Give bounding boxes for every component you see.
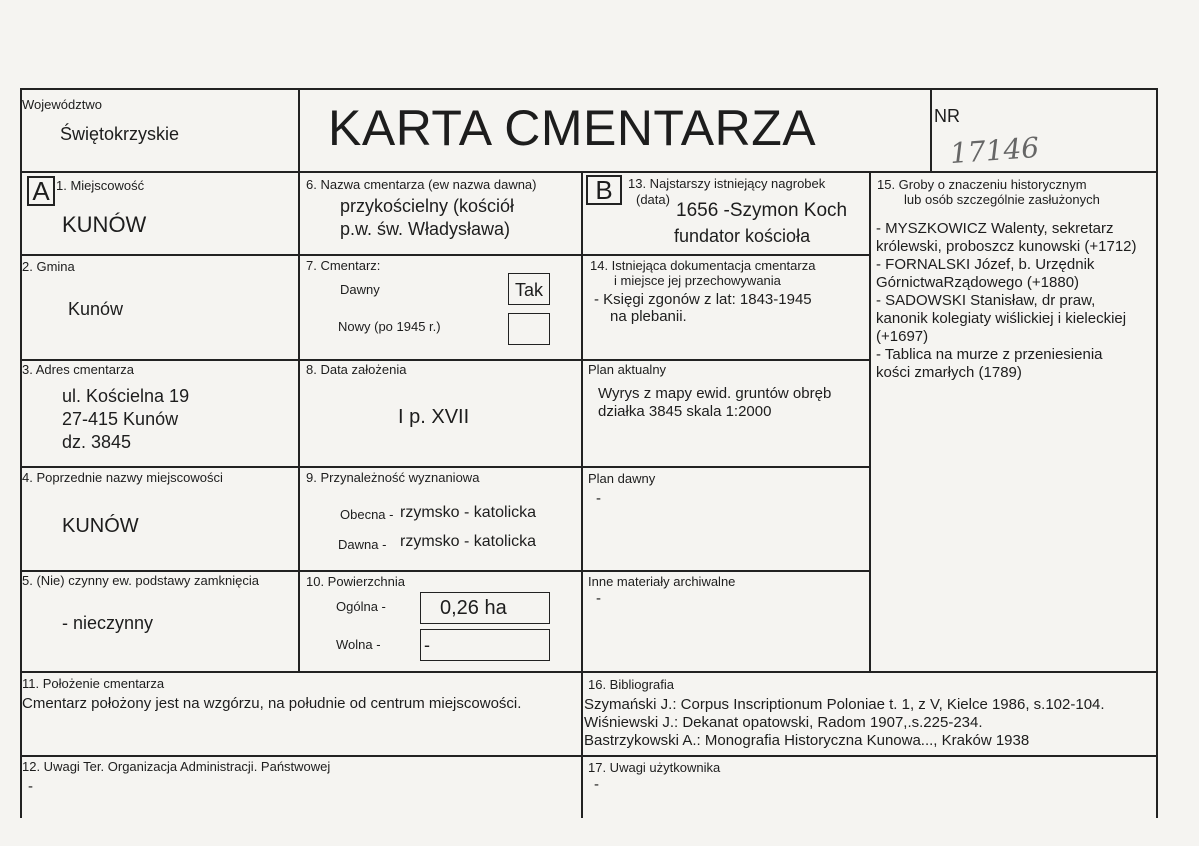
grid-line	[20, 466, 583, 468]
f13-line1: 1656 -Szymon Koch	[676, 200, 848, 221]
f1-value: KUNÓW	[62, 212, 147, 237]
grid-line	[20, 755, 1158, 757]
grid-line	[583, 466, 870, 468]
f15-label: lub osób szczególnie zasłużonych	[904, 192, 1100, 207]
f15-line: kości zmarłych (1789)	[876, 364, 1022, 381]
f7-nowy-box	[508, 313, 550, 345]
grid-line	[930, 88, 932, 171]
f15-line: królewski, proboszcz kunowski (+1712)	[876, 238, 1137, 255]
f14-line: - Księgi zgonów z lat: 1843-1945	[594, 291, 812, 308]
plan-aktualny-line: działka 3845 skala 1:2000	[598, 403, 772, 420]
grid-line	[581, 171, 583, 818]
grid-line	[20, 570, 583, 572]
f15-line: - Tablica na murze z przeniesienia	[876, 346, 1103, 363]
f16-line: Wiśniewski J.: Dekanat opatowski, Radom 1907,.s.225-234.	[584, 714, 983, 731]
f15-line: - FORNALSKI Józef, b. Urzędnik	[876, 256, 1095, 273]
grid-line	[583, 570, 870, 572]
f9-obecna-value: rzymsko - katolicka	[400, 504, 537, 521]
f17-value: -	[594, 776, 599, 793]
f10-label: 10. Powierzchnia	[306, 574, 405, 589]
plan-dawny-value: -	[596, 490, 601, 507]
f17-label: 17. Uwagi użytkownika	[588, 760, 721, 775]
f1-label: 1. Miejscowość	[56, 178, 145, 193]
f9-obecna-label: Obecna -	[340, 507, 394, 522]
f12-value: -	[28, 778, 33, 795]
f15-line: - MYSZKOWICZ Walenty, sekretarz	[876, 220, 1114, 237]
f16-label: 16. Bibliografia	[588, 677, 674, 692]
nr-handwritten-value: 17146	[948, 130, 1041, 171]
grid-line	[20, 671, 1158, 673]
grid-line	[20, 359, 583, 361]
inne-value: -	[596, 590, 601, 607]
f2-label: 2. Gmina	[22, 259, 75, 274]
f11-value: Cmentarz położony jest na wzgórzu, na południe od centrum miejscowości.	[22, 695, 522, 712]
f9-dawna-value: rzymsko - katolicka	[400, 533, 537, 550]
grid-line	[20, 88, 1158, 90]
f15-line: GórnictwaRządowego (+1880)	[876, 274, 1080, 291]
f4-label: 4. Poprzednie nazwy miejscowości	[22, 470, 223, 485]
inne-label: Inne materiały archiwalne	[588, 574, 736, 589]
f7-dawny-value: Tak	[515, 280, 544, 300]
grid-line	[298, 88, 300, 671]
f13-line2: fundator kościoła	[674, 226, 811, 246]
grid-line	[1156, 88, 1158, 818]
f10-wolna-value: -	[424, 635, 430, 655]
f7-nowy-label: Nowy (po 1945 r.)	[338, 319, 441, 334]
f3-line: 27-415 Kunów	[62, 409, 179, 429]
f6-line: p.w. św. Władysława)	[340, 219, 511, 239]
f11-label: 11. Położenie cmentarza	[22, 676, 165, 691]
grid-line	[20, 171, 1158, 173]
section-b-letter: B	[586, 175, 622, 205]
plan-aktualny-line: Wyrys z mapy ewid. gruntów obręb	[598, 385, 832, 402]
section-a-letter: A	[27, 176, 55, 206]
f8-value: I p. XVII	[398, 406, 470, 428]
f15-line: - SADOWSKI Stanisław, dr praw,	[876, 292, 1096, 309]
f5-value: - nieczynny	[62, 613, 154, 633]
f14-label: i miejsce jej przechowywania	[614, 273, 781, 288]
f16-line: Szymański J.: Corpus Inscriptionum Poloniae t. 1, z V, Kielce 1986, s.102-104.	[584, 696, 1105, 713]
f9-dawna-label: Dawna -	[338, 537, 387, 552]
wojewodztwo-label: Województwo	[22, 97, 102, 112]
f9-label: 9. Przynależność wyznaniowa	[306, 470, 480, 485]
f15-label: 15. Groby o znaczeniu historycznym	[877, 177, 1087, 192]
f15-line: kanonik kolegiaty wiślickiej i kieleckiej	[876, 310, 1127, 327]
f10-ogolna-value: 0,26 ha	[440, 597, 507, 619]
f14-label: 14. Istniejąca dokumentacja cmentarza	[590, 258, 816, 273]
f7-label: 7. Cmentarz:	[306, 258, 381, 273]
f7-dawny-label: Dawny	[340, 282, 380, 297]
f10-wolna-box	[420, 629, 550, 661]
f6-label: 6. Nazwa cmentarza (ew nazwa dawna)	[306, 177, 537, 192]
f10-wolna-label: Wolna -	[336, 637, 381, 652]
grid-line	[20, 254, 583, 256]
f14-line: na plebanii.	[610, 308, 687, 325]
f13-label: 13. Najstarszy istniejący nagrobek	[628, 176, 826, 191]
f15-line: (+1697)	[876, 328, 929, 345]
nr-label: NR	[934, 106, 960, 126]
wojewodztwo-value: Świętokrzyskie	[60, 124, 180, 144]
f5-label: 5. (Nie) czynny ew. podstawy zamknięcia	[22, 573, 259, 588]
grid-line	[583, 359, 870, 361]
f2-value: Kunów	[68, 299, 124, 319]
plan-dawny-label: Plan dawny	[588, 471, 656, 486]
f4-value: KUNÓW	[62, 515, 139, 537]
plan-aktualny-label: Plan aktualny	[588, 362, 667, 377]
grid-line	[869, 171, 871, 671]
f3-line: dz. 3845	[62, 432, 132, 452]
grid-line	[583, 254, 870, 256]
f3-label: 3. Adres cmentarza	[22, 362, 134, 377]
f3-line: ul. Kościelna 19	[62, 386, 190, 406]
f16-line: Bastrzykowski A.: Monografia Historyczna Kunowa..., Kraków 1938	[584, 732, 1030, 749]
f12-label: 12. Uwagi Ter. Organizacja Administracji. Państwowej	[22, 759, 331, 774]
f10-ogolna-label: Ogólna -	[336, 599, 386, 614]
f13-data-label: (data)	[636, 192, 670, 207]
f8-label: 8. Data założenia	[306, 362, 407, 377]
page-title: KARTA CMENTARZA	[328, 100, 817, 156]
f6-line: przykościelny (kościół	[340, 196, 515, 216]
